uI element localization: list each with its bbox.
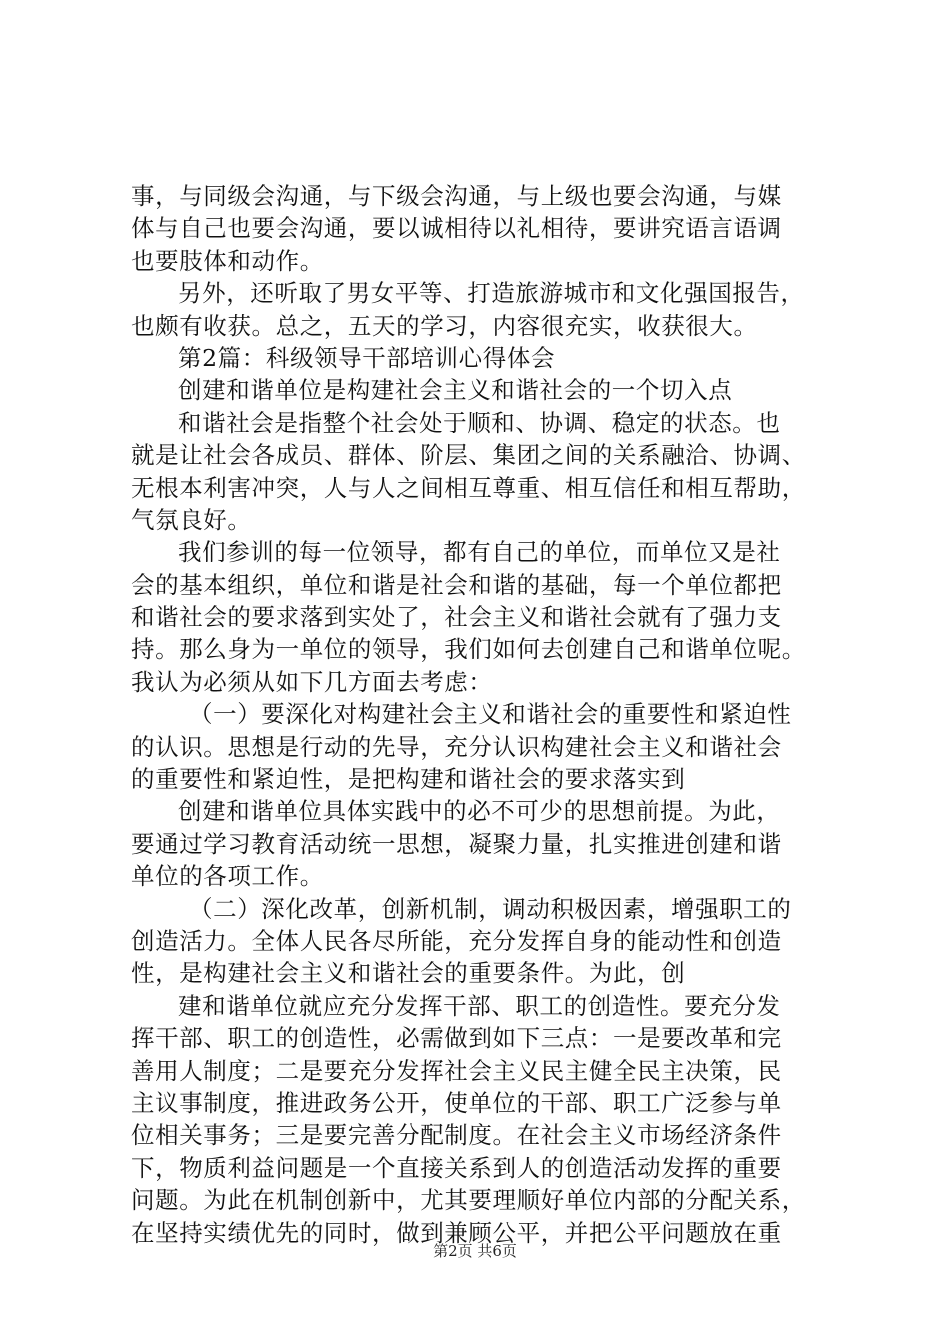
text-line: 就是让社会各成员、群体、阶层、集团之间的关系融洽、协调、: [131, 441, 806, 470]
paragraph-start-line: 和谐社会是指整个社会处于顺和、协调、稳定的状态。也: [178, 408, 781, 437]
text-line: 要通过学习教育活动统一思想，凝聚力量，扎实推进创建和谐: [131, 829, 782, 858]
text-line: 善用人制度；二是要充分发挥社会主义民主健全民主决策，民: [131, 1056, 782, 1085]
text-line: 在坚持实绩优先的同时，做到兼顾公平，并把公平问题放在重: [131, 1218, 782, 1247]
text-line: 主议事制度，推进政务公开，使单位的干部、职工广泛参与单: [131, 1088, 782, 1117]
section-subtitle: 创建和谐单位是构建社会主义和谐社会的一个切入点: [178, 376, 733, 405]
text-line: 和谐社会的要求落到实处了，社会主义和谐社会就有了强力支: [131, 603, 782, 632]
text-line: 我认为必须从如下几方面去考虑：: [131, 667, 493, 696]
text-line: 位相关事务；三是要完善分配制度。在社会主义市场经济条件: [131, 1121, 782, 1150]
text-line: 也要肢体和动作。: [131, 246, 324, 275]
page-footer: [0, 1241, 950, 1261]
section-heading: 第2篇：科级领导干部培训心得体会: [178, 343, 556, 372]
text-line: 会的基本组织，单位和谐是社会和谐的基础，每一个单位都把: [131, 570, 782, 599]
page-number-label: 第2页 共6页: [433, 1242, 517, 1260]
paragraph-start-line: 创建和谐单位具体实践中的必不可少的思想前提。为此，: [178, 797, 781, 826]
paragraph-start-line: 我们参训的每一位领导，都有自己的单位，而单位又是社: [178, 538, 781, 567]
text-line: 的认识。思想是行动的先导，充分认识构建社会主义和谐社会: [131, 732, 782, 761]
text-line: 问题。为此在机制创新中，尤其要理顺好单位内部的分配关系，: [131, 1186, 806, 1215]
paragraph-start-line: （二）深化改革，创新机制，调动积极因素，增强职工的: [189, 894, 792, 923]
text-line: 创造活力。全体人民各尽所能，充分发挥自身的能动性和创造: [131, 926, 782, 955]
text-line: 性，是构建社会主义和谐社会的重要条件。为此，创: [131, 959, 686, 988]
text-line: 事，与同级会沟通，与下级会沟通，与上级也要会沟通，与媒: [131, 182, 782, 210]
paragraph-start-line: （一）要深化对构建社会主义和谐社会的重要性和紧迫性: [189, 700, 792, 729]
paragraph-start-line: 建和谐单位就应充分发挥干部、职工的创造性。要充分发: [178, 991, 781, 1020]
document-body: [131, 180, 831, 1249]
text-line: 单位的各项工作。: [131, 862, 324, 891]
text-line: 也颇有收获。总之，五天的学习，内容很充实，收获很大。: [131, 311, 758, 340]
text-line: 体与自己也要会沟通，要以诚相待以礼相待，要讲究语言语调: [131, 214, 782, 243]
text-line: 持。那么身为一单位的领导，我们如何去创建自己和谐单位呢。: [131, 635, 806, 664]
text-line: 的重要性和紧迫性，是把构建和谐社会的要求落实到: [131, 765, 686, 794]
text-line: 无根本利害冲突，人与人之间相互尊重、相互信任和相互帮助，: [131, 473, 806, 502]
text-line: 气氛良好。: [131, 505, 252, 534]
text-line: 下，物质利益问题是一个直接关系到人的创造活动发挥的重要: [131, 1153, 782, 1182]
paragraph-start-line: 另外，还听取了男女平等、打造旅游城市和文化强国报告，: [178, 279, 805, 308]
text-line: 挥干部、职工的创造性，必需做到如下三点：一是要改革和完: [131, 1024, 782, 1053]
